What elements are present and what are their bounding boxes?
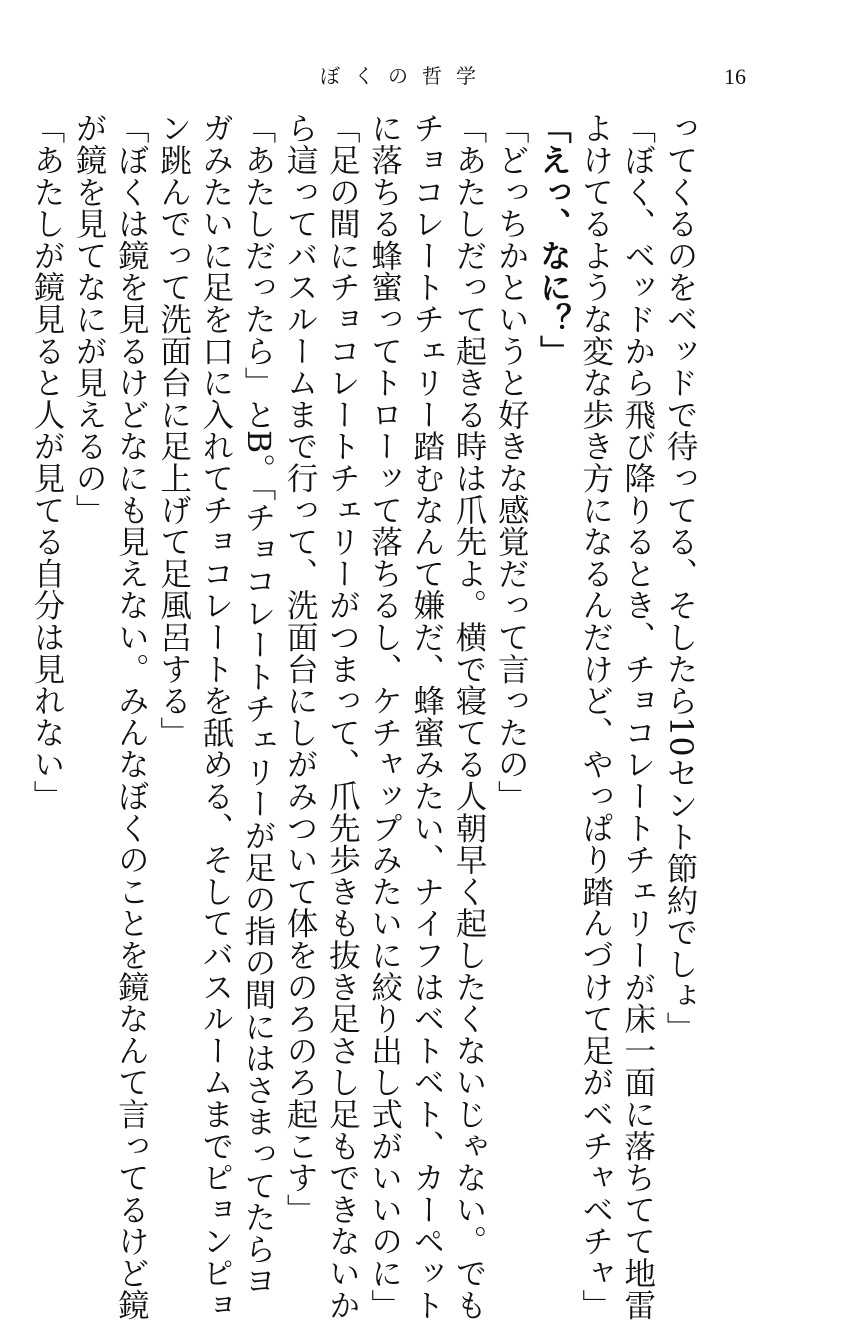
text-line: 「えっ、なに？」 <box>535 112 573 367</box>
text-line: よけてるような変な歩き方になるんだけど、やっぱり踏んづけて足がベチャベチャ」 <box>577 112 614 1320</box>
text-line: ってくるのをベッドで待ってる、そしたら10セント節約でしょ」 <box>662 112 698 1044</box>
text-line: 「足の間にチョコレートチェリーがつまって、爪先歩きも抜き足さし足もできないか <box>324 112 361 1320</box>
body-text <box>26 112 701 1320</box>
page-number: 16 <box>724 64 746 89</box>
text-line: 「ぼくは鏡を見るけどなにも見えない。みんなぼくのことを鏡なんて言ってるけど鏡 <box>113 112 150 1320</box>
text-line: 「どっちかというと好きな感覚だって言ったの」 <box>493 112 530 812</box>
text-line: ン跳んでって洗面台に足上げて足風呂する」 <box>155 112 192 748</box>
text-line: 「あたしが鏡見ると人が見てる自分は見れない」 <box>28 112 65 812</box>
text-line: 「ぼく、ベッドから飛び降りるとき、チョコレートチェリーが床一面に落ちてて地雷 <box>619 112 656 1320</box>
text-line: ガみたいに足を口に入れてチョコレートを舐める、そしてバスルームまでピョンピョ <box>197 112 234 1320</box>
text-line: 「あたしだって起きる時は爪先よ。横で寝てる人朝早く起したくないじゃない。でも <box>450 112 487 1320</box>
text-line: ら這ってバスルームまで行って、洗面台にしがみついて体をのろのろ起こす」 <box>282 112 319 1225</box>
running-header: ぼくの哲学 <box>320 64 490 88</box>
text-line: に落ちる蜂蜜ってトローッて落ちるし、ケチャップみたいに絞り出し式がいいのに」 <box>366 112 403 1320</box>
text-line: 「あたしだったら」とB。「チョコレートチェリーが足の指の間にはさまってたらヨ <box>239 112 276 1297</box>
text-line: が鏡を見てなにが見えるの」 <box>71 112 108 526</box>
text-line: チョコレートチェリー踏むなんて嫌だ、蜂蜜みたい、ナイフはベトベト、カーペット <box>408 112 445 1320</box>
